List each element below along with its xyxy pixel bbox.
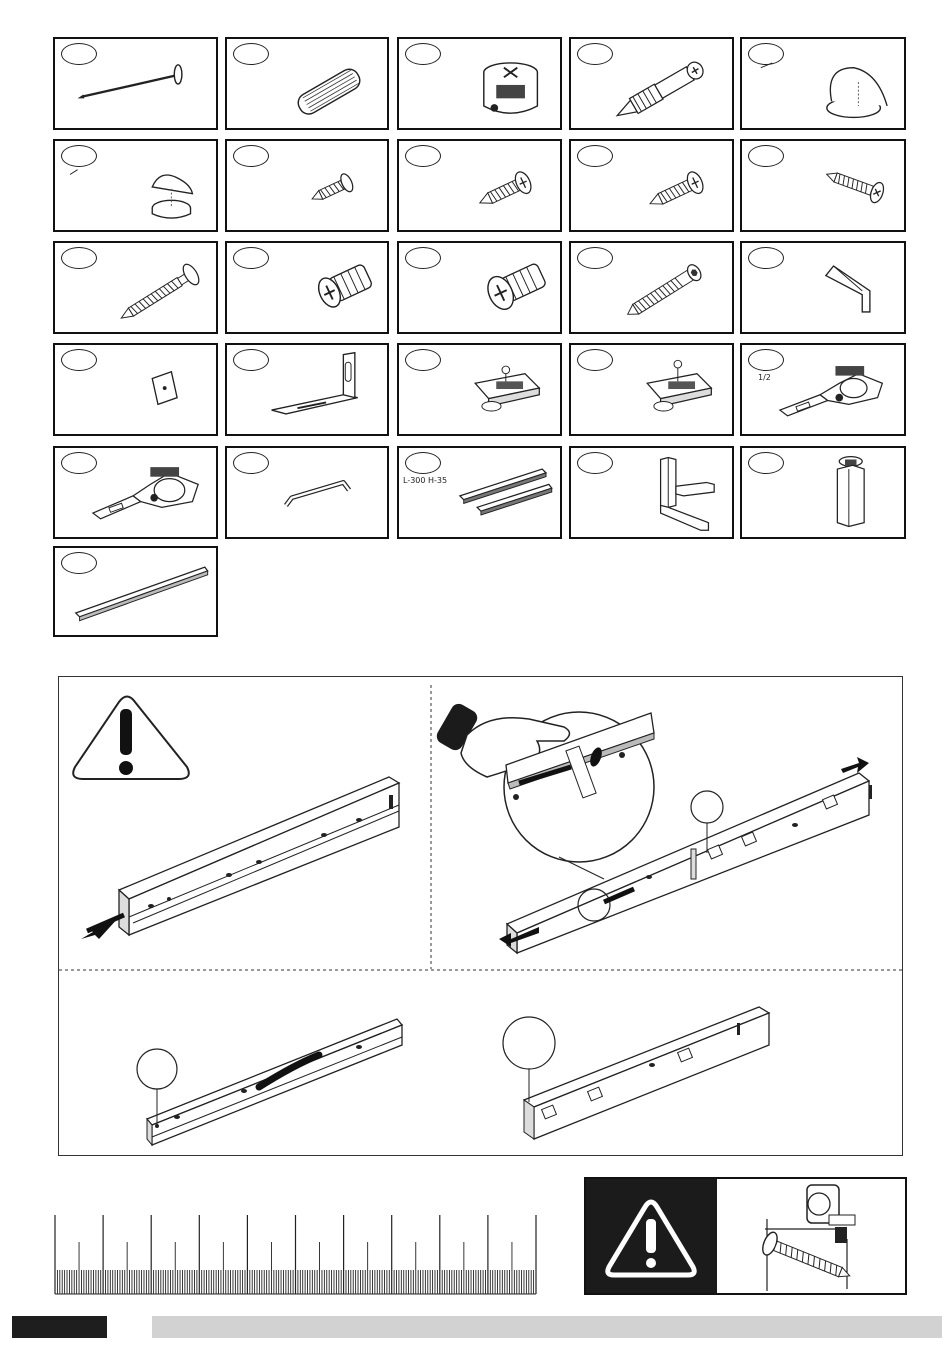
part-cell-18 (397, 343, 562, 436)
part-cell-19 (569, 343, 734, 436)
part-cell-1 (53, 37, 218, 130)
allen-key-icon (742, 243, 904, 332)
felt-pad-icon (742, 39, 904, 128)
euro-screw-icon (399, 243, 560, 332)
warning-panel (586, 1179, 717, 1293)
drawer-slide-icon (399, 448, 560, 537)
part-cell-26 (53, 546, 218, 637)
long-screw-icon (742, 141, 904, 230)
warning-triangle-icon (586, 1179, 717, 1293)
part-cell-21 (53, 446, 218, 539)
part-cell-4 (569, 37, 734, 130)
measure-warning-box (584, 1177, 907, 1295)
part-cell-9 (569, 139, 734, 232)
profile-strip-icon (55, 548, 216, 635)
footer-page-tab (12, 1316, 107, 1338)
tape-measure-icon (717, 1179, 905, 1293)
hinge-icon (55, 448, 216, 537)
hinge-icon (742, 345, 904, 434)
ruler-icon (55, 1215, 537, 1295)
shelf-clip-icon (55, 345, 216, 434)
part-cell-17 (225, 343, 389, 436)
warning-triangle-icon (73, 697, 189, 780)
part-cell-14 (569, 241, 734, 334)
short-screw-icon (227, 141, 387, 230)
cam-bolt-icon (571, 39, 732, 128)
screw-icon (399, 141, 560, 230)
part-cell-23 (397, 446, 562, 539)
l-connector-icon (571, 448, 732, 537)
drawer-slide-inner-rail-icon (137, 1007, 769, 1145)
adhesive-pad-icon (55, 141, 216, 230)
drawer-slide-instructions (58, 676, 903, 1156)
footer-bar (152, 1316, 942, 1338)
furniture-leg-icon (742, 448, 904, 537)
part-cell-7 (225, 139, 389, 232)
part-cell-24 (569, 446, 734, 539)
part-cell-16 (53, 343, 218, 436)
part-cell-10 (740, 139, 906, 232)
euro-screw-icon (227, 243, 387, 332)
confirmat-screw-icon (571, 243, 732, 332)
part-cell-25 (740, 446, 906, 539)
l-bracket-icon (227, 345, 387, 434)
screw-icon (571, 141, 732, 230)
size-note: L-300 H-35 (403, 476, 448, 485)
hinge-plate-icon (571, 345, 732, 434)
part-cell-22 (225, 446, 389, 539)
part-cell-12 (225, 241, 389, 334)
quantity-note: 1/2 (758, 373, 771, 382)
part-cell-13 (397, 241, 562, 334)
cam-lock-icon (399, 39, 560, 128)
drawer-slide-release-icon (434, 701, 872, 953)
part-cell-8 (397, 139, 562, 232)
part-cell-2 (225, 37, 389, 130)
wood-screw-icon (55, 243, 216, 332)
part-cell-6 (53, 139, 218, 232)
part-cell-3 (397, 37, 562, 130)
part-cell-15 (740, 241, 906, 334)
part-cell-11 (53, 241, 218, 334)
nail-icon (55, 39, 216, 128)
part-cell-5 (740, 37, 906, 130)
handle-icon (227, 448, 387, 537)
wooden-dowel-icon (227, 39, 387, 128)
drawer-slide-extended-icon (81, 777, 399, 939)
hinge-plate-icon (399, 345, 560, 434)
part-cell-20 (740, 343, 906, 436)
